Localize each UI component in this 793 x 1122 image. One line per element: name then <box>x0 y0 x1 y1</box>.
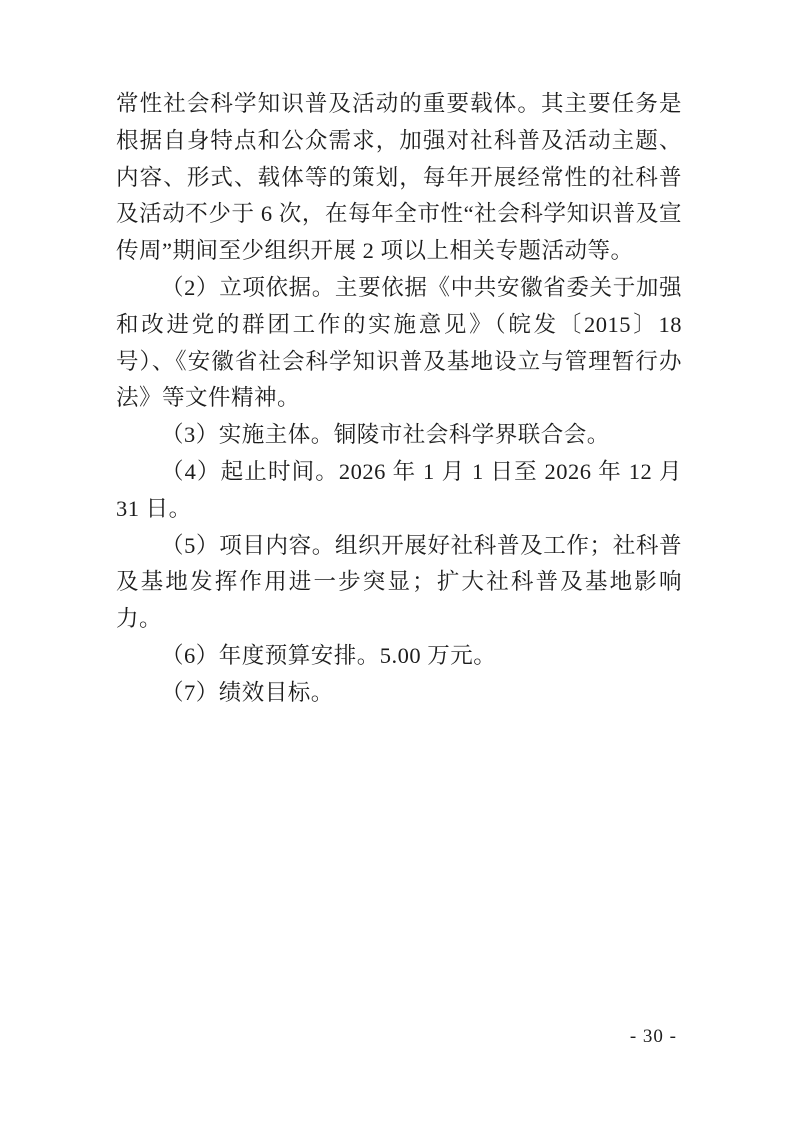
document-body <box>116 86 682 712</box>
paragraph-item-2: （2）立项依据。主要依据《中共安徽省委关于加强和改进党的群团工作的实施意见》（皖发〔2015〕18 号）、《安徽省社会科学知识普及基地设立与管理暂行办法》等文件精神。 <box>116 274 682 411</box>
paragraph-item-3: （3）实施主体。铜陵市社会科学界联合会。 <box>161 422 610 448</box>
paragraph-item-6: （6）年度预算安排。5.00 万元。 <box>161 642 497 668</box>
page-number: - 30 - <box>629 1026 677 1047</box>
paragraph-item-4: （4）起止时间。2026 年 1 月 1 日至 2026 年 12 月 31 日。 <box>116 458 682 521</box>
paragraph-continuation: 常性社会科学知识普及活动的重要载体。其主要任务是根据自身特点和公众需求，加强对社科普及活动主题、内容、形式、载体等的策划，每年开展经常性的社科普及活动不少于 6 次，在每年全市性“社会科学知识普及宣传周”期间至少组织开展 2 项以上相关专题活动等。 <box>116 91 682 264</box>
paragraph-item-5: （5）项目内容。组织开展好社科普及工作；社科普及基地发挥作用进一步突显；扩大社科普及基地影响力。 <box>116 532 682 632</box>
paragraph-item-7: （7）绩效目标。 <box>161 679 334 705</box>
